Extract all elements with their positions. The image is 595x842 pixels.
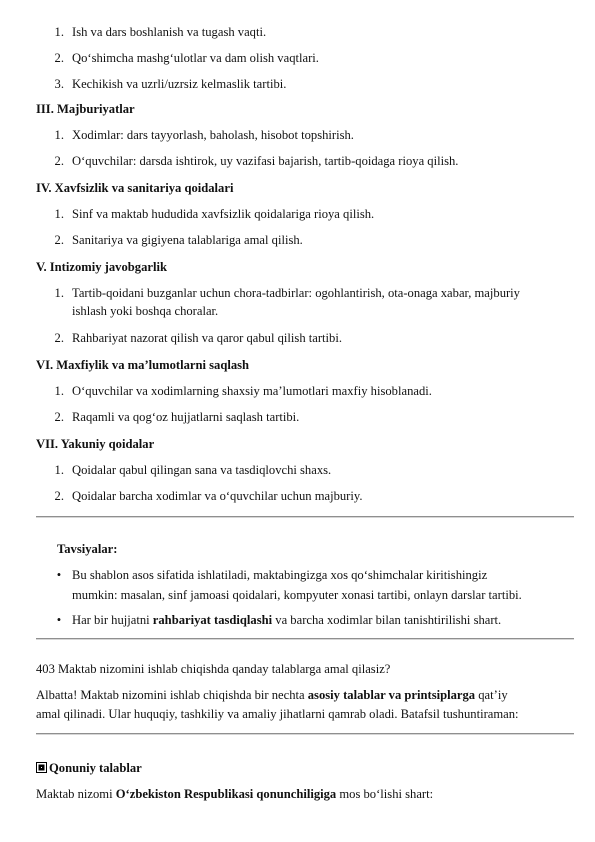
section-heading: IV. Xavfsizlik va sanitariya qoidalari [36, 181, 234, 195]
list-number: 1. [54, 25, 64, 39]
list-number: 1. [54, 286, 64, 300]
checkbox-icon [36, 762, 47, 773]
list-number: 1. [54, 207, 64, 221]
list-item: Qo‘shimcha mashg‘ulotlar va dam olish vaqtlari. [72, 51, 319, 65]
list-item: Qoidalar qabul qilingan sana va tasdiqlovchi shaxs. [72, 463, 332, 477]
list-item: O‘quvchilar va xodimlarning shaxsiy ma’lumotlari maxfiy hisoblanadi. [72, 384, 432, 398]
bullet-icon: • [56, 568, 62, 582]
answer-line: amal qilinadi. Ular huquqiy, tashkiliy va amaliy jihatlarni qamrab oladi. Batafsil tushuntiraman: [36, 707, 519, 721]
list-number: 2. [54, 233, 64, 247]
question-text: 403 Maktab nizomini ishlab chiqishda qanday talablarga amal qilasiz? [36, 662, 391, 676]
divider [36, 733, 574, 735]
divider [36, 516, 574, 518]
list-item: Rahbariyat nazorat qilish va qaror qabul qilish tartibi. [72, 331, 342, 345]
list-item: Ish va dars boshlanish va tugash vaqti. [72, 25, 267, 39]
list-item: Kechikish va uzrli/uzrsiz kelmaslik tartibi. [72, 77, 287, 91]
answer-line: Albatta! Maktab nizomini ishlab chiqishda bir nechta asosiy talablar va printsiplarga qat’iy [36, 688, 508, 702]
section-heading: VII. Yakuniy qoidalar [36, 437, 155, 451]
legal-text: Maktab nizomi O‘zbekiston Respublikasi qonunchiligiga mos bo‘lishi shart: [36, 787, 434, 801]
tip-item: Har bir hujjatni rahbariyat tasdiqlashi va barcha xodimlar bilan tanishtirilishi shart. [72, 613, 502, 627]
list-item: Tartib-qoidani buzganlar uchun chora-tadbirlar: ogohlantirish, ota-onaga xabar, majburiy [72, 286, 520, 300]
tips-title: Tavsiyalar: [57, 542, 118, 556]
list-number: 2. [54, 331, 64, 345]
list-number: 1. [54, 384, 64, 398]
list-item: Xodimlar: dars tayyorlash, baholash, hisobot topshirish. [72, 128, 354, 142]
list-item: Sinf va maktab hududida xavfsizlik qoidalariga rioya qilish. [72, 207, 375, 221]
list-item: Raqamli va qog‘oz hujjatlarni saqlash tartibi. [72, 410, 300, 424]
section-heading: VI. Maxfiylik va ma’lumotlarni saqlash [36, 358, 250, 372]
list-number: 1. [54, 128, 64, 142]
divider [36, 638, 574, 640]
bullet-icon: • [56, 613, 62, 627]
list-item: O‘quvchilar: darsda ishtirok, uy vazifasi bajarish, tartib-qoidaga rioya qilish. [72, 154, 459, 168]
section-heading: III. Majburiyatlar [36, 102, 135, 116]
list-number: 3. [54, 77, 64, 91]
section-heading: V. Intizomiy javobgarlik [36, 260, 167, 274]
list-number: 2. [54, 154, 64, 168]
list-item-continuation: ishlash yoki boshqa choralar. [72, 304, 219, 318]
list-number: 2. [54, 51, 64, 65]
tip-item-continuation: mumkin: masalan, sinf jamoasi qoidalari, kompyuter xonasi tartibi, onlayn darslar tartibi. [72, 588, 522, 602]
list-item: Sanitariya va gigiyena talablariga amal qilish. [72, 233, 303, 247]
tip-item: Bu shablon asos sifatida ishlatiladi, maktabingizga xos qo‘shimchalar kiritishingiz [72, 568, 488, 582]
list-number: 1. [54, 463, 64, 477]
list-number: 2. [54, 410, 64, 424]
list-number: 2. [54, 489, 64, 503]
list-item: Qoidalar barcha xodimlar va o‘quvchilar uchun majburiy. [72, 489, 363, 503]
legal-heading: Qonuniy talablar [36, 760, 142, 776]
